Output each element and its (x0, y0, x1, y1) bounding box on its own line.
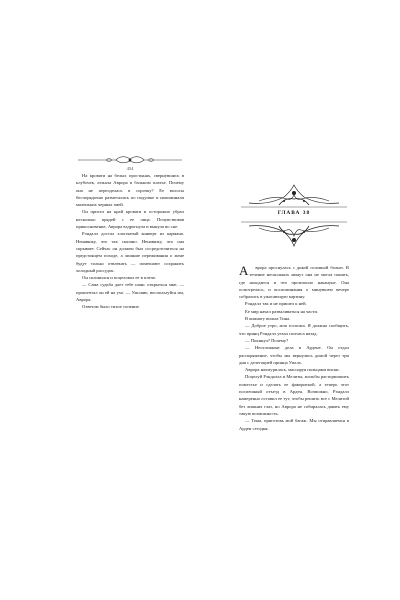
right-page-body (239, 264, 349, 432)
left-page-body (76, 172, 184, 311)
paragraph: В комнату вошла Тина. (245, 316, 291, 322)
paragraph: Поцелуй Рэндалла и Мелиты, мольбы растормошить поместье и сделать ее фавориткой, а теперь этот поспешный отъезд в Арден. Возможно, Рэндалл намеренно оставил ее тут, чтобы решить все с Мелитой без лишних глаз, но Аврора не собиралась давать ему такую возможность. (239, 374, 349, 416)
first-paragraph (239, 264, 349, 300)
dropcap: А (239, 263, 249, 278)
chapter-ornament-top-icon (239, 183, 349, 209)
paragraph: Он присел на край кровати и осторожно убрал несколько прядей с ее лица. Почувствовав прикосновение, Аврора вздрогнула и вынула во сне. (76, 209, 184, 230)
paragraph: — Покинул? Почему? (245, 337, 289, 343)
chapter-ornament-bottom-icon (239, 220, 349, 250)
paragraph: — Неотложные дела в Ардене. Он отдал распоряжение, чтобы мы вернулись домой через три дня с делегацией принца Уилла. (239, 345, 349, 365)
first-paragraph-text: врора проснулась с дикой головной болью. В течение нескольких минут она не могла понять, где находится и что произошло накануне. Она осмотрелась, и воспоминания о минувшем вечере собрались в ужасающую картину. (239, 265, 349, 300)
chapter-title: ГЛАВА 38 (277, 210, 311, 216)
paragraph: — Тина, приготовь мой багаж. Мы отправляемся в Арден сегодня. (239, 418, 349, 431)
ornament-divider-icon (76, 154, 184, 166)
paragraph: Ответом было тихое сопение. (82, 304, 140, 310)
paragraph: Он склонился и поцеловал ее в плечо. (82, 275, 157, 281)
paragraph: Ее мир начал разваливаться на части. (245, 308, 319, 314)
page-number: 454 (126, 166, 134, 171)
paragraph: Рэндалл достал хлопчатый конверт из кармана. Ненавижу, что так сказано. Ненавижу, что она скрывает. Сейчас он должен был сосредоточиться на предстоящем походе, а лишние переживания о жене будут только отвлекать — помешают сохранить холодный рассудок. (76, 231, 184, 273)
paragraph: — Доброе утро, моя госпожа. Я должна сообщить, что принц Рэндалл уехал полчаса назад. (239, 323, 349, 336)
paragraph: На кровати на белых простынях, свернувшись в клубочек, лежала Аврора в бальном платье. Почему она не переоделась в сорочку? Ее волосы беспорядочно разметались по подушке и напоминали маленьких черных змей. (76, 173, 184, 208)
paragraph: Рэндалл так и не пришел к ней. (245, 301, 307, 307)
paragraph: — Сама судьба дает тебе шанс открыться мне, — прошептал он ей на ухо. — Умоляю, воспользуйся им, Аврора. (76, 282, 184, 303)
paragraph: Аврора нахмурилась, массируя пальцами виски. (245, 367, 340, 373)
